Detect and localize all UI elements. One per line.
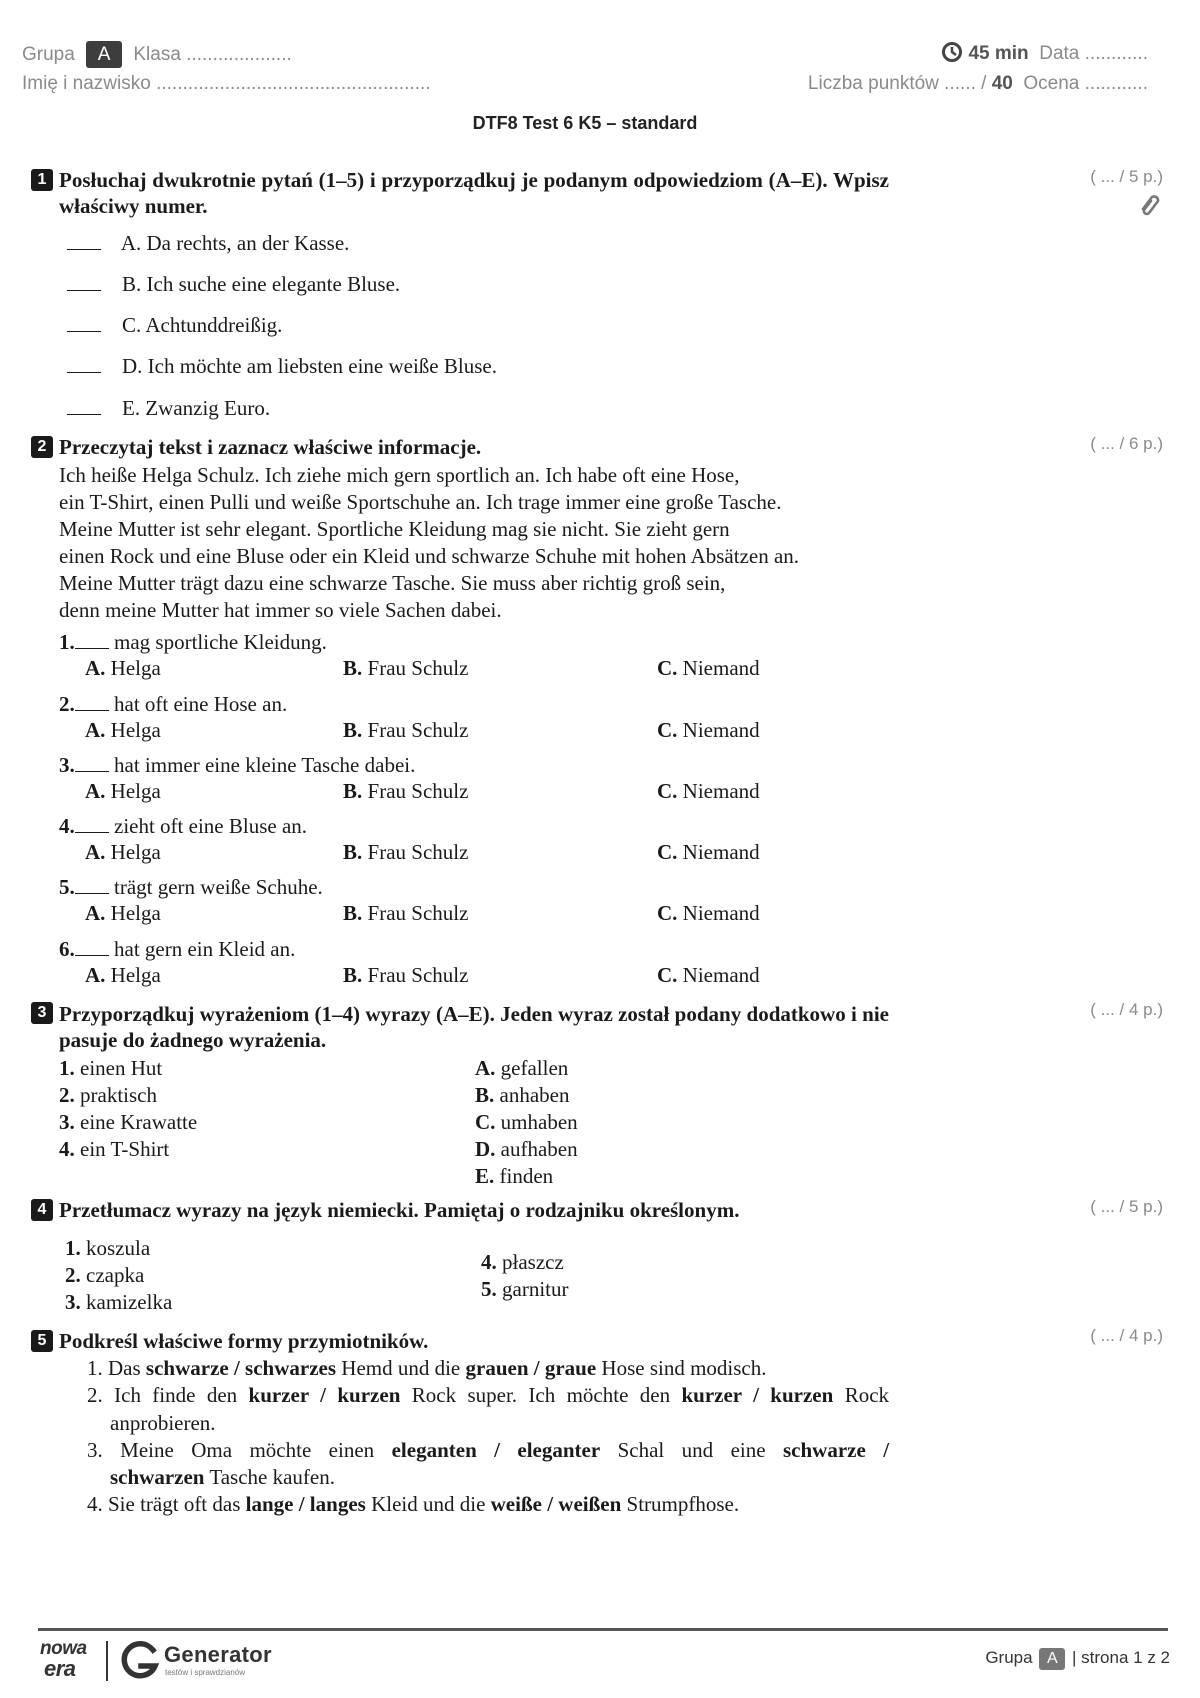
answer-option[interactable]: [85, 655, 161, 681]
answer-option[interactable]: [343, 839, 468, 865]
answer-option[interactable]: [343, 900, 468, 926]
answer-option[interactable]: [657, 655, 760, 681]
grupa-label: Grupa: [22, 44, 75, 65]
word-option: [475, 1082, 569, 1108]
answer-option[interactable]: [85, 962, 161, 988]
task-1-item: [67, 353, 497, 379]
answer-blank[interactable]: [75, 631, 109, 649]
task-1-item: [67, 312, 282, 338]
option-text: Niemand: [682, 901, 760, 925]
sentence-text: Rock: [844, 1383, 890, 1407]
answer-blank[interactable]: [67, 273, 101, 291]
task-1-item: [67, 271, 400, 297]
answer-blank[interactable]: [75, 693, 109, 711]
item-number: 2.: [59, 1083, 75, 1107]
option-text: Niemand: [682, 656, 760, 680]
answer-option[interactable]: [343, 962, 468, 988]
item-text: anhaben: [499, 1083, 570, 1107]
option-letter: C.: [657, 840, 678, 864]
item-text: eine Krawatte: [80, 1110, 198, 1134]
adjective-choice[interactable]: kurzer / kurzen: [681, 1383, 834, 1407]
logo-top-text: nowa: [40, 1638, 87, 1659]
footer-grupa-label: Grupa: [985, 1648, 1033, 1667]
sentence-number: 3.: [87, 1438, 103, 1462]
option-text: Frau Schulz: [367, 779, 469, 803]
answer-blank[interactable]: [67, 397, 101, 415]
answer-option[interactable]: [343, 778, 468, 804]
task-4-instruction: Przetłumacz wyrazy na język niemiecki. Pamiętaj o rodzajniku określonym.: [59, 1198, 740, 1222]
option-letter: A.: [85, 718, 106, 742]
option-letter: A.: [85, 656, 106, 680]
item-text: płaszcz: [502, 1250, 564, 1274]
text-line: Ich heiße Helga Schulz. Ich ziehe mich gern sportlich an. Ich habe oft eine Hose,: [59, 463, 740, 487]
answer-option[interactable]: [657, 839, 760, 865]
item-number: E.: [475, 1164, 495, 1188]
option-letter: B.: [343, 963, 363, 987]
option-letter: A.: [85, 963, 106, 987]
question-row: [59, 813, 307, 839]
sentence-2-cont: anprobieren.: [110, 1411, 216, 1435]
data-field[interactable]: Data ............: [1039, 43, 1148, 64]
task-1-item-text: A. Da rechts, an der Kasse.: [120, 231, 350, 255]
task-4-number: 4: [31, 1199, 53, 1221]
option-text: Niemand: [682, 779, 760, 803]
item-number: 4.: [59, 1137, 75, 1161]
adjective-choice[interactable]: grauen / graue: [465, 1356, 597, 1380]
sentence-text: Hose sind modisch.: [601, 1356, 767, 1380]
sentence-3-cont: [110, 1464, 335, 1490]
sentence-text: Das: [108, 1356, 141, 1380]
task-1-item-text: B. Ich suche eine elegante Bluse.: [122, 272, 401, 296]
item-text: gefallen: [500, 1056, 569, 1080]
item-text: koszula: [86, 1236, 151, 1260]
answer-option[interactable]: [85, 778, 161, 804]
text-line: Meine Mutter ist sehr elegant. Sportliche Kleidung mag sie nicht. Sie zieht gern: [59, 517, 730, 541]
question-number: 5.: [59, 875, 75, 899]
question-number: 1.: [59, 630, 75, 654]
option-letter: C.: [657, 963, 678, 987]
adjective-choice[interactable]: kurzer / kurzen: [248, 1383, 401, 1407]
item-text: finden: [499, 1164, 554, 1188]
option-letter: B.: [343, 779, 363, 803]
item-text: kamizelka: [86, 1290, 173, 1314]
punkty-field[interactable]: Liczba punktów ...... /: [807, 73, 987, 94]
answer-blank[interactable]: [75, 815, 109, 833]
generator-label: Generator: [164, 1642, 272, 1667]
translation-item: [65, 1235, 150, 1261]
option-letter: B.: [343, 718, 363, 742]
footer-page-info: [985, 1648, 1170, 1670]
logo-separator: [106, 1641, 108, 1681]
option-letter: A.: [85, 840, 106, 864]
option-letter: C.: [657, 718, 678, 742]
task-1-item-text: E. Zwanzig Euro.: [122, 396, 271, 420]
translation-item: [65, 1262, 144, 1288]
imie-field[interactable]: Imię i nazwisko ....................................................: [22, 73, 431, 94]
task-1-item: [67, 395, 270, 421]
task-1-item: [67, 230, 349, 256]
reading-text: [59, 462, 899, 624]
expression-item: [59, 1082, 157, 1108]
grupa-badge: A: [86, 41, 122, 68]
task-5-instruction: Podkreśl właściwe formy przymiotników.: [59, 1329, 429, 1353]
header-left: [22, 41, 292, 68]
item-text: praktisch: [80, 1083, 157, 1107]
sentence-text: Meine Oma möchte einen: [120, 1438, 375, 1462]
task-2-points: ( ... / 6 p.): [1090, 434, 1163, 453]
option-letter: C.: [657, 656, 678, 680]
question-row: [59, 874, 323, 900]
sentence-3: [87, 1437, 889, 1463]
task-3-points: ( ... / 4 p.): [1090, 1000, 1163, 1019]
word-option: [475, 1109, 578, 1135]
option-letter: C.: [657, 901, 678, 925]
item-number: 4.: [481, 1250, 497, 1274]
generator-logo-icon: [120, 1640, 160, 1682]
task-1-instruction: Posłuchaj dwukrotnie pytań (1–5) i przyporządkuj je podanym odpowiedziom (A–E). Wpisz właściwy numer.: [59, 168, 889, 218]
item-number: 3.: [59, 1110, 75, 1134]
answer-option[interactable]: [343, 655, 468, 681]
task-1-points: ( ... / 5 p.): [1090, 167, 1163, 186]
footer-grupa-badge: A: [1039, 1648, 1065, 1670]
option-letter: A.: [85, 901, 106, 925]
item-number: 5.: [481, 1277, 497, 1301]
task-5-number: 5: [31, 1330, 53, 1352]
test-title: DTF8 Test 6 K5 – standard: [472, 113, 698, 133]
item-text: garnitur: [502, 1277, 569, 1301]
generator-sublabel: testów i sprawdzianów: [165, 1668, 246, 1677]
sentence-text: Tasche kaufen.: [209, 1465, 335, 1489]
answer-blank[interactable]: [75, 754, 109, 772]
answer-option[interactable]: [657, 717, 760, 743]
option-text: Helga: [110, 779, 161, 803]
adjective-choice[interactable]: lange / langes: [245, 1492, 366, 1516]
sentence-text: Kleid und die: [371, 1492, 486, 1516]
answer-blank[interactable]: [75, 938, 109, 956]
klasa-field[interactable]: Klasa ....................: [133, 44, 292, 65]
page-number: | strona 1 z 2: [1072, 1648, 1170, 1667]
question-text: hat immer eine kleine Tasche dabei.: [114, 753, 416, 777]
sentence-text: Sie trägt oft das: [108, 1492, 241, 1516]
task-1-number: 1: [31, 169, 53, 191]
sentence-number: 2.: [87, 1383, 103, 1407]
question-number: 6.: [59, 937, 75, 961]
header-right-bottom: [808, 73, 1148, 95]
option-letter: A.: [85, 779, 106, 803]
sentence-text: Schal und eine: [617, 1438, 766, 1462]
task-2-number: 2: [31, 436, 53, 458]
adjective-choice[interactable]: eleganten / eleganter: [391, 1438, 601, 1462]
word-option: [475, 1136, 578, 1162]
item-text: aufhaben: [500, 1137, 578, 1161]
sentence-number: 4.: [87, 1492, 103, 1516]
item-number: 2.: [65, 1263, 81, 1287]
expression-item: [59, 1055, 162, 1081]
sentence-4: [87, 1491, 739, 1517]
answer-option[interactable]: [657, 900, 760, 926]
answer-blank[interactable]: [67, 355, 101, 373]
audio-clip-icon[interactable]: [1137, 190, 1163, 216]
text-line: denn meine Mutter hat immer so viele Sachen dabei.: [59, 598, 502, 622]
question-text: hat oft eine Hose an.: [114, 692, 288, 716]
nowa-era-logo: [40, 1640, 96, 1686]
option-text: Helga: [110, 901, 161, 925]
expression-item: [59, 1136, 169, 1162]
question-number: 3.: [59, 753, 75, 777]
answer-blank[interactable]: [75, 876, 109, 894]
question-row: [59, 936, 295, 962]
clock-icon: [941, 41, 963, 63]
expression-item: [59, 1109, 197, 1135]
item-number: 1.: [59, 1056, 75, 1080]
question-text: zieht oft eine Bluse an.: [114, 814, 308, 838]
option-letter: B.: [343, 901, 363, 925]
item-text: einen Hut: [80, 1056, 163, 1080]
option-text: Niemand: [682, 718, 760, 742]
answer-blank[interactable]: [67, 232, 101, 250]
option-letter: B.: [343, 840, 363, 864]
text-line: Meine Mutter trägt dazu eine schwarze Tasche. Sie muss aber richtig groß sein,: [59, 571, 726, 595]
task-1-item-text: D. Ich möchte am liebsten eine weiße Bluse.: [122, 354, 497, 378]
item-text: ein T-Shirt: [80, 1137, 170, 1161]
answer-option[interactable]: [85, 717, 161, 743]
sentence-text: Rock super. Ich möchte den: [411, 1383, 671, 1407]
answer-option[interactable]: [85, 839, 161, 865]
translation-item: [65, 1289, 172, 1315]
sentence-text: Strumpfhose.: [626, 1492, 740, 1516]
question-text: trägt gern weiße Schuhe.: [114, 875, 323, 899]
task-5-points: ( ... / 4 p.): [1090, 1326, 1163, 1345]
task-4-points: ( ... / 5 p.): [1090, 1197, 1163, 1216]
item-number: D.: [475, 1137, 496, 1161]
item-number: 3.: [65, 1290, 81, 1314]
task-3-number: 3: [31, 1002, 53, 1024]
adjective-choice[interactable]: weiße / weißen: [490, 1492, 622, 1516]
item-number: C.: [475, 1110, 496, 1134]
answer-option[interactable]: [657, 962, 760, 988]
option-letter: B.: [343, 656, 363, 680]
logo-bottom-text: era: [44, 1656, 76, 1681]
translation-item: [481, 1249, 564, 1275]
footer-divider: [38, 1628, 1168, 1631]
option-text: Helga: [110, 963, 161, 987]
time-limit: 45 min: [968, 43, 1029, 64]
option-text: Niemand: [682, 963, 760, 987]
option-text: Frau Schulz: [367, 656, 469, 680]
option-text: Helga: [110, 656, 161, 680]
task-1-item-text: C. Achtunddreißig.: [122, 313, 283, 337]
option-text: Frau Schulz: [367, 963, 469, 987]
option-text: Helga: [110, 718, 161, 742]
text-line: einen Rock und eine Bluse oder ein Kleid und schwarze Schuhe mit hohen Absätzen an.: [59, 544, 800, 568]
translation-item: [481, 1276, 568, 1302]
option-text: Helga: [110, 840, 161, 864]
option-text: Niemand: [682, 840, 760, 864]
question-text: hat gern ein Kleid an.: [114, 937, 296, 961]
sentence-1: [87, 1355, 767, 1381]
question-row: [59, 752, 415, 778]
question-number: 4.: [59, 814, 75, 838]
option-text: Frau Schulz: [367, 901, 469, 925]
answer-option[interactable]: [343, 717, 468, 743]
answer-option[interactable]: [85, 900, 161, 926]
task-3-instruction: Przyporządkuj wyrażeniom (1–4) wyrazy (A–E). Jeden wyraz został podany dodatkowo i nie pasuje do żadnego wyrażenia.: [59, 1002, 889, 1052]
question-row: [59, 629, 327, 655]
answer-blank[interactable]: [67, 314, 101, 332]
word-option: [475, 1163, 553, 1189]
sentence-text: Hemd und die: [341, 1356, 461, 1380]
option-letter: C.: [657, 779, 678, 803]
question-text: mag sportliche Kleidung.: [114, 630, 327, 654]
question-number: 2.: [59, 692, 75, 716]
task-2-instruction: Przeczytaj tekst i zaznacz właściwe informacje.: [59, 435, 482, 459]
option-text: Frau Schulz: [367, 718, 469, 742]
adjective-choice[interactable]: schwarzen: [110, 1465, 205, 1489]
sentence-2: [87, 1382, 889, 1408]
word-option: [475, 1055, 568, 1081]
option-text: Frau Schulz: [367, 840, 469, 864]
item-number: B.: [475, 1083, 495, 1107]
ocena-field[interactable]: Ocena ............: [1023, 73, 1148, 94]
item-number: A.: [475, 1056, 496, 1080]
text-line: ein T-Shirt, einen Pulli und weiße Sportschuhe an. Ich trage immer eine große Tasche.: [59, 490, 782, 514]
item-text: czapka: [86, 1263, 145, 1287]
item-text: umhaben: [500, 1110, 578, 1134]
sentence-number: 1.: [87, 1356, 103, 1380]
sentence-text: Ich finde den: [114, 1383, 238, 1407]
item-number: 1.: [65, 1236, 81, 1260]
header-right-top: [941, 41, 1148, 65]
question-row: [59, 691, 287, 717]
punkty-max: 40: [991, 73, 1013, 94]
adjective-choice[interactable]: schwarze /: [782, 1438, 890, 1462]
answer-option[interactable]: [657, 778, 760, 804]
adjective-choice[interactable]: schwarze / schwarzes: [145, 1356, 337, 1380]
